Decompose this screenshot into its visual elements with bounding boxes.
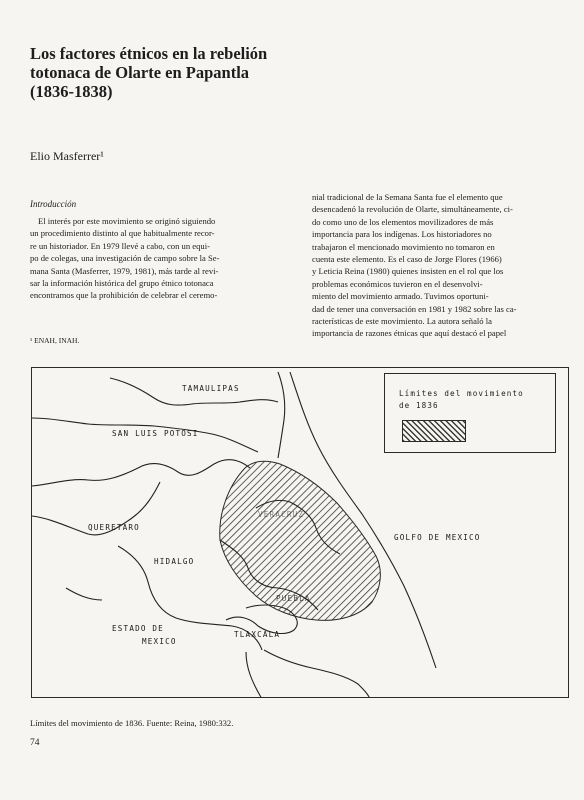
right-column <box>312 191 574 340</box>
footnote: ¹ ENAH, INAH. <box>30 336 80 345</box>
body-line: po de colegas, una investigación de campo sobre la Se- <box>30 253 220 264</box>
legend-title <box>399 388 524 412</box>
title-line: Los factores étnicos en la rebelión <box>30 44 268 63</box>
figure-caption: Límites del movimiento de 1836. Fuente: Reina, 1980:332. <box>30 718 234 728</box>
title-line: totonaca de Olarte en Papantla <box>30 63 250 82</box>
map-label-tlaxcala: TLAXCALA <box>234 630 281 639</box>
legend-title-line: Límites del movimiento <box>399 389 524 398</box>
section-heading: Introducción <box>30 199 77 209</box>
body-line: importancia de razones étnicas que aquí destacó el papel <box>312 328 507 339</box>
article-title <box>30 44 330 101</box>
body-line: miento del movimiento armado. Tuvimos oportuni- <box>312 291 489 302</box>
body-line: nial tradicional de la Semana Santa fue el elemento que <box>312 192 503 202</box>
body-line: dad de tener una conversación en 1981 y 1982 sobre las ca- <box>312 303 517 314</box>
map-label-veracruz: VERACRUZ <box>258 510 305 519</box>
map-label-estado-de-mexico: ESTADO DE <box>112 624 164 633</box>
map-label-queretaro: QUERETARO <box>88 523 140 532</box>
map-label-golfo-de-mexico: GOLFO DE MEXICO <box>394 533 481 542</box>
body-line: desencadenó la revolución de Olarte, simultáneamente, ci- <box>312 204 513 215</box>
body-line: re un historiador. En 1979 llevé a cabo, con un equi- <box>30 240 210 251</box>
body-line: un procedimiento distinto al que habitualmente recor- <box>30 228 215 239</box>
body-line: cuenta este elemento. Es el caso de Jorge Flores (1966) <box>312 254 502 265</box>
legend-title-line: de 1836 <box>399 401 439 410</box>
body-line: encontramos que la prohibición de celebrar el ceremo- <box>30 290 218 301</box>
body-line: importancia para los indígenas. Los historiadores no <box>312 229 492 240</box>
body-line: y Leticia Reina (1980) quienes insisten en el rol que los <box>312 266 504 277</box>
body-line: El interés por este movimiento se originó siguiendo <box>38 216 216 226</box>
body-line: trabajaron el mencionado movimiento no tomaron en <box>312 241 495 252</box>
map-label-mexico: MEXICO <box>142 637 177 646</box>
body-line: mana Santa (Masferrer, 1979, 1981), más tarde al revi- <box>30 265 219 276</box>
body-line: racterísticas de este movimiento. La autora señaló la <box>312 316 492 327</box>
left-column <box>30 215 285 302</box>
legend-hatch-swatch <box>402 420 466 442</box>
body-line: problemas económicos tuvieron en el desenvolvi- <box>312 278 483 289</box>
page-number: 74 <box>30 738 40 748</box>
body-line: do como uno de los elementos movilizadores de más <box>312 216 494 227</box>
map-legend <box>384 373 556 453</box>
map-label-tamaulipas: TAMAULIPAS <box>182 384 240 393</box>
map-figure <box>31 367 569 698</box>
author-name: Elio Masferrer¹ <box>30 149 104 163</box>
map-label-san-luis-potosi: SAN LUIS POTOSI <box>112 429 199 438</box>
body-line: sar la información histórica del grupo étnico totonaca <box>30 278 214 289</box>
map-label-hidalgo: HIDALGO <box>154 557 195 566</box>
map-label-puebla: PUEBLA <box>276 594 311 603</box>
title-line: (1836-1838) <box>30 82 113 101</box>
